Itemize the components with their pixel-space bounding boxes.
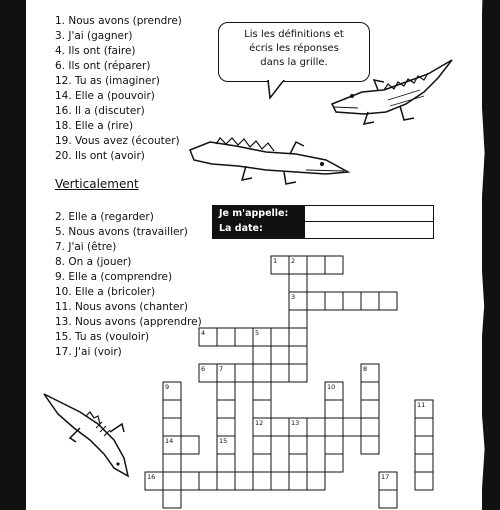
grid-clue-number: 13 (291, 419, 300, 427)
grid-cell[interactable] (253, 382, 271, 400)
grid-cell[interactable] (217, 382, 235, 400)
vertical-clue: 8. On a (jouer) (55, 256, 132, 268)
grid-clue-number: 10 (327, 383, 336, 391)
grid-cell[interactable] (415, 472, 433, 490)
grid-cell[interactable] (289, 454, 307, 472)
grid-cell[interactable] (325, 454, 343, 472)
horizontal-clue: 18. Elle a (rire) (55, 120, 134, 132)
grid-cell[interactable] (235, 328, 253, 346)
grid-cell[interactable] (271, 472, 289, 490)
grid-clue-number: 6 (201, 365, 206, 373)
grid-cell[interactable] (325, 400, 343, 418)
grid-cell[interactable] (235, 472, 253, 490)
grid-cell[interactable] (379, 490, 397, 508)
grid-clue-number: 17 (381, 473, 390, 481)
instructions-line: écris les réponses (249, 43, 339, 54)
horizontal-clue: 16. Il a (discuter) (55, 105, 145, 117)
vertical-clue: 17. J'ai (voir) (55, 346, 122, 358)
grid-cell[interactable] (361, 400, 379, 418)
grid-cell[interactable] (253, 346, 271, 364)
horizontal-clue: 1. Nous avons (prendre) (55, 15, 182, 27)
grid-cell[interactable] (289, 310, 307, 328)
grid-cell[interactable] (307, 292, 325, 310)
horizontal-clue: 6. Ils ont (réparer) (55, 60, 151, 72)
grid-cell[interactable] (217, 328, 235, 346)
grid-clue-number: 2 (291, 257, 296, 265)
grid-cell[interactable] (343, 292, 361, 310)
vertical-clue: 9. Elle a (comprendre) (55, 271, 173, 283)
grid-clue-number: 4 (201, 329, 206, 337)
instructions-line: Lis les définitions et (244, 29, 344, 40)
grid-cell[interactable] (325, 436, 343, 454)
grid-cell[interactable] (217, 472, 235, 490)
vertical-heading: Verticalement (55, 177, 139, 191)
grid-clue-number: 7 (219, 365, 224, 373)
grid-cell[interactable] (307, 256, 325, 274)
grid-clue-number: 12 (255, 419, 264, 427)
grid-cell[interactable] (181, 436, 199, 454)
grid-cell[interactable] (289, 364, 307, 382)
grid-cell[interactable] (163, 490, 181, 508)
grid-cell[interactable] (181, 472, 199, 490)
grid-cell[interactable] (289, 472, 307, 490)
grid-clue-number: 11 (417, 401, 426, 409)
grid-cell[interactable] (361, 436, 379, 454)
date-label: La date: (219, 223, 263, 234)
vertical-clue: 10. Elle a (bricoler) (55, 286, 156, 298)
grid-cell[interactable] (415, 454, 433, 472)
grid-cell[interactable] (361, 418, 379, 436)
grid-cell[interactable] (325, 256, 343, 274)
grid-cell[interactable] (217, 454, 235, 472)
grid-cell[interactable] (235, 364, 253, 382)
grid-clue-number: 1 (273, 257, 278, 265)
horizontal-clue: 4. Ils ont (faire) (55, 45, 136, 57)
vertical-clue: 15. Tu as (vouloir) (55, 331, 150, 343)
grid-clue-number: 5 (255, 329, 260, 337)
grid-cell[interactable] (415, 436, 433, 454)
grid-cell[interactable] (163, 472, 181, 490)
horizontal-clue: 14. Elle a (pouvoir) (55, 90, 155, 102)
grid-cell[interactable] (379, 292, 397, 310)
vertical-clue: 5. Nous avons (travailler) (55, 226, 188, 238)
name-label: Je m'appelle: (219, 208, 289, 219)
grid-cell[interactable] (253, 364, 271, 382)
grid-clue-number: 9 (165, 383, 170, 391)
vertical-clue: 7. J'ai (être) (55, 241, 117, 253)
grid-cell[interactable] (253, 472, 271, 490)
grid-clue-number: 8 (363, 365, 368, 373)
grid-cell[interactable] (271, 364, 289, 382)
grid-cell[interactable] (253, 436, 271, 454)
grid-clue-number: 14 (165, 437, 174, 445)
grid-cell[interactable] (163, 418, 181, 436)
grid-clue-number: 16 (147, 473, 156, 481)
vertical-clue: 2. Elle a (regarder) (55, 211, 154, 223)
grid-cell[interactable] (217, 418, 235, 436)
grid-cell[interactable] (343, 418, 361, 436)
vertical-clue: 11. Nous avons (chanter) (55, 301, 188, 313)
grid-cell[interactable] (307, 418, 325, 436)
vertical-clue: 13. Nous avons (apprendre) (55, 316, 202, 328)
grid-cell[interactable] (289, 328, 307, 346)
grid-cell[interactable] (163, 454, 181, 472)
grid-cell[interactable] (325, 418, 343, 436)
grid-cell[interactable] (253, 400, 271, 418)
grid-cell[interactable] (271, 328, 289, 346)
grid-cell[interactable] (325, 292, 343, 310)
grid-clue-number: 15 (219, 437, 228, 445)
horizontal-clue: 19. Vous avez (écouter) (55, 135, 180, 147)
grid-cell[interactable] (163, 400, 181, 418)
grid-cell[interactable] (199, 472, 217, 490)
instructions-line: dans la grille. (260, 57, 328, 68)
grid-cell[interactable] (415, 418, 433, 436)
grid-cell[interactable] (271, 418, 289, 436)
horizontal-clue: 12. Tu as (imaginer) (55, 75, 160, 87)
grid-clue-number: 3 (291, 293, 296, 301)
grid-cell[interactable] (361, 382, 379, 400)
horizontal-clue: 20. Ils ont (avoir) (55, 150, 145, 162)
grid-cell[interactable] (217, 400, 235, 418)
grid-cell[interactable] (253, 454, 271, 472)
horizontal-clue: 3. J'ai (gagner) (55, 30, 133, 42)
grid-cell[interactable] (307, 472, 325, 490)
grid-cell[interactable] (361, 292, 379, 310)
grid-cell[interactable] (289, 346, 307, 364)
grid-cell[interactable] (289, 274, 307, 292)
grid-cell[interactable] (289, 436, 307, 454)
